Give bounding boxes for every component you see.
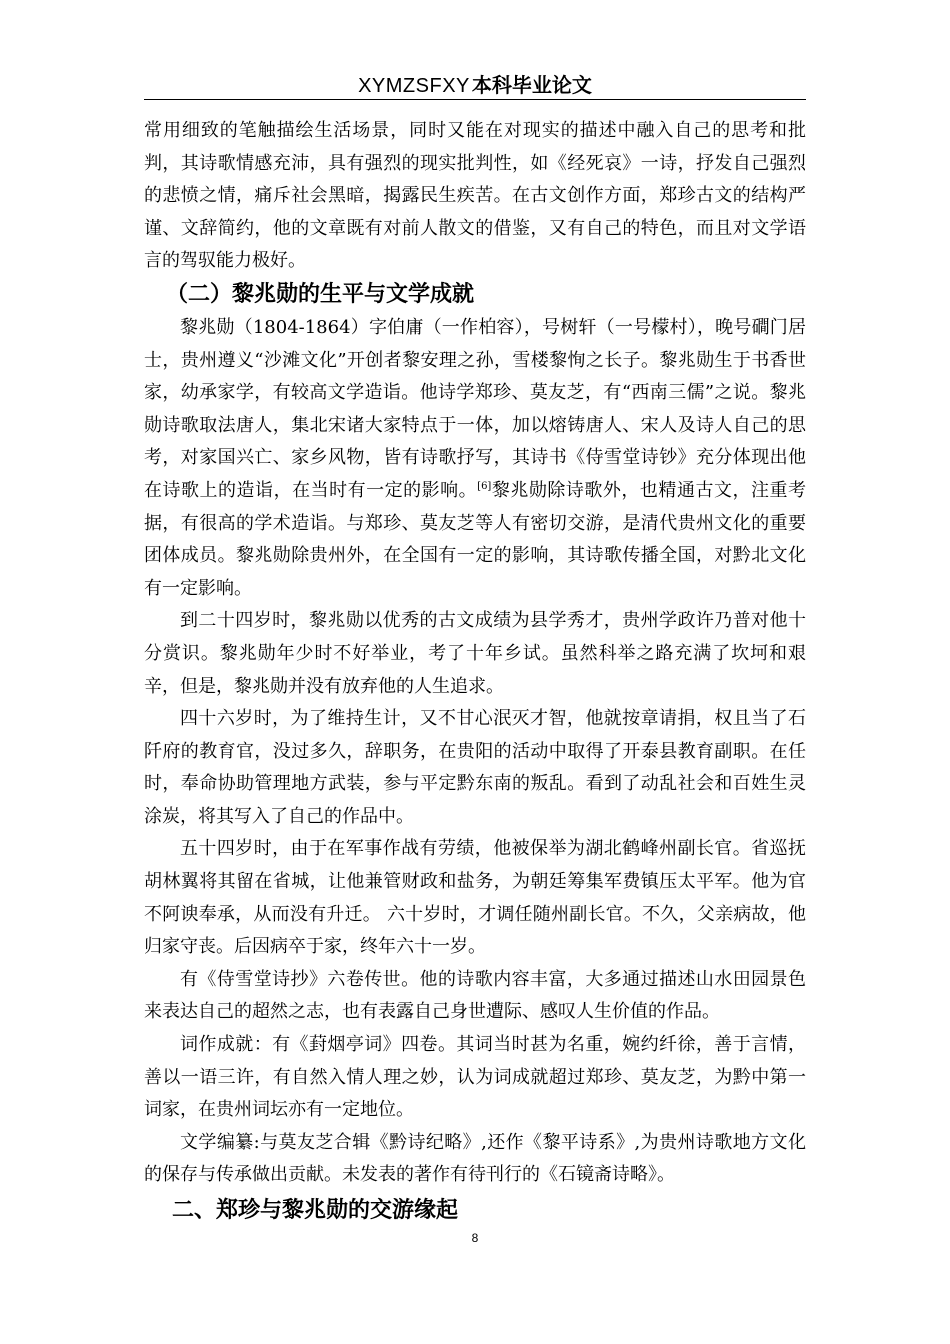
- paragraph-text: 黎兆勋除诗歌外，也精通古文，注重考据，有很高的学术造诣。与郑珍、莫友芝等人有密切交游，是清代贵州文化的重要团体成员。黎兆勋除贵州外，在全国有一定的影响，其诗歌传播全国，对黔北文化有一定影响。: [144, 479, 807, 599]
- paragraph-continued: 常用细致的笔触描绘生活场景，同时又能在对现实的描述中融入自己的思考和批判，其诗歌情感充沛，具有强烈的现实批判性，如《经死哀》一诗，抒发自己强烈的悲愤之情，痛斥社会黑暗，揭露民生疾苦。在古文创作方面，郑珍古文的结构严谨、文辞简约，他的文章既有对前人散文的借鉴，又有自己的特色，而且对文学语言的驾驭能力极好。: [144, 120, 806, 272]
- header-code: XYMZSFXY: [358, 75, 470, 97]
- paragraph: 五十四岁时，由于在军事作战有劳绩，他被保举为湖北鹤峰州副长官。省巡抚胡林翼将其留在省城，让他兼管财政和盐务，为朝廷筹集军费镇压太平军。他为官不阿谀奉承，从而没有升迁。 六十岁时，才调任随州副长官。不久，父亲病故，他归家守丧。后因病卒于家，终年六十一岁。: [144, 838, 806, 958]
- header-title: 本科毕业论文: [471, 73, 592, 97]
- paragraph: 词作成就：有《葑烟亭词》四卷。其词当时甚为名重，婉约纤徐，善于言情，善以一语三许，有自然入情人理之妙，认为词成就超过郑珍、莫友芝，为黔中第一词家，在贵州词坛亦有一定地位。: [144, 1034, 806, 1121]
- page-number: 8: [471, 1231, 479, 1245]
- paragraph: 到二十四岁时，黎兆勋以优秀的古文成绩为县学秀才，贵州学政许乃普对他十分赏识。黎兆勋年少时不好举业，考了十年乡试。虽然科举之路充满了坎坷和艰辛，但是，黎兆勋并没有放弃他的人生追求。: [144, 610, 806, 697]
- page-header: [144, 70, 806, 100]
- chapter-heading: 二、郑珍与黎兆勋的交游缘起: [172, 1198, 459, 1223]
- paragraph: 文学编纂:与莫友芝合辑《黔诗纪略》,还作《黎平诗系》,为贵州诗歌地方文化的保存与传承做出贡献。未发表的著作有待刊行的《石镜斋诗略》。: [144, 1131, 806, 1186]
- citation-marker: [6]: [477, 480, 492, 492]
- document-body: [144, 115, 806, 1228]
- section-heading: （二）黎兆勋的生平与文学成就: [166, 281, 475, 307]
- header-divider: [144, 99, 806, 100]
- paragraph-text: 黎兆勋（1804-1864）字伯庸（一作柏容），号树轩（一号檬村），晚号磵门居士，贵州遵义“沙滩文化”开创者黎安理之孙，雪楼黎恂之长子。黎兆勋生于书香世家，幼承家学，有较高文学造诣。他诗学郑珍、莫友芝，有“西南三儒”之说。黎兆勋诗歌取法唐人，集北宋诸大家特点于一体，加以熔铸唐人、宋人及诗人自己的思考，对家国兴亡、家乡风物，皆有诗歌抒写，其诗书《侍雪堂诗钞》充分体现出他在诗歌上的造诣，在当时有一定的影响。: [144, 316, 806, 501]
- paragraph: 有《侍雪堂诗抄》六卷传世。他的诗歌内容丰富，大多通过描述山水田园景色来表达自己的超然之志，也有表露自己身世遭际、感叹人生价值的作品。: [144, 968, 806, 1023]
- paragraph: 四十六岁时，为了维持生计，又不甘心泯灭才智，他就按章请捐，权且当了石阡府的教育官，没过多久，辞职务，在贵阳的活动中取得了开泰县教育副职。在任时，奉命协助管理地方武装，参与平定黔东南的叛乱。看到了动乱社会和百姓生灵涂炭，将其写入了自己的作品中。: [144, 708, 806, 827]
- paragraph-biography: [144, 312, 806, 605]
